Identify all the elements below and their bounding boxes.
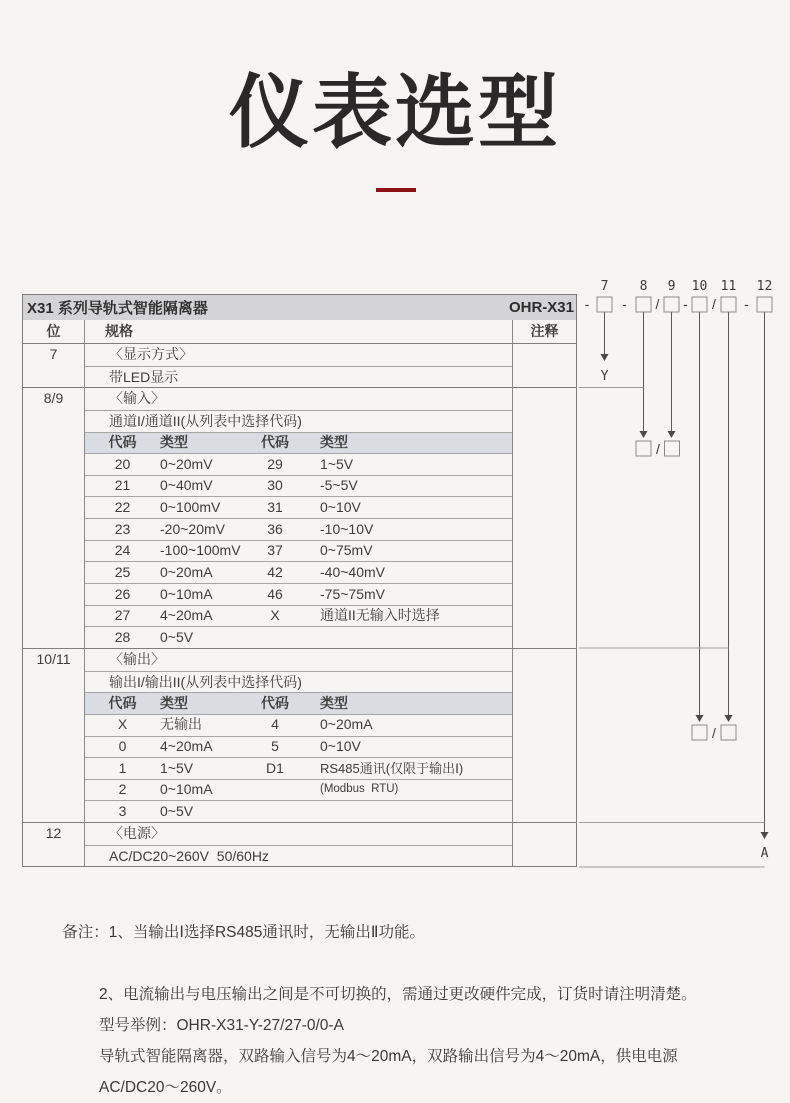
spec-subtitle: 输出I/输出II(从列表中选择代码) — [85, 671, 512, 693]
code-col-header: 代码 — [261, 434, 289, 451]
input-code-row — [85, 496, 512, 518]
type-value: -40~40mV — [320, 563, 385, 580]
input-code-row — [85, 540, 512, 562]
code-value: 21 — [114, 477, 131, 494]
type-col-header: 类型 — [160, 434, 188, 451]
section-display — [23, 343, 576, 387]
code-col-header: 代码 — [108, 434, 137, 451]
section-position: 12 — [23, 823, 85, 866]
series-title: X31 系列导轨式智能隔离器 — [27, 300, 208, 317]
code-value: 30 — [267, 477, 283, 494]
type-value: 0~20mA — [320, 716, 373, 733]
note-cell — [512, 823, 576, 866]
type-value: 0~10V — [320, 738, 361, 755]
code-value: 23 — [114, 520, 131, 537]
type-col-header: 类型 — [320, 434, 348, 451]
pair-slash: / — [712, 725, 716, 741]
output-code-rows — [85, 714, 512, 822]
type-value: 0~20mA — [160, 563, 213, 580]
type-value: -5~5V — [320, 477, 358, 494]
notes-block — [45, 886, 765, 1103]
type-value: -10~10V — [320, 520, 374, 537]
section-position: 10/11 — [23, 649, 85, 822]
code-table-header — [85, 432, 512, 454]
separator-dash: - — [622, 296, 627, 312]
digit-box-11 — [721, 297, 736, 312]
power-code-label: A — [760, 846, 769, 861]
section-input — [23, 387, 576, 648]
input-code-row — [85, 605, 512, 627]
code-value: 42 — [267, 563, 283, 580]
note-text: 1、当输出Ⅰ选择RS485通讯时，无输出Ⅱ功能。 — [108, 924, 425, 941]
spec-title: 〈输入〉 — [109, 390, 165, 407]
input-code-row — [85, 453, 512, 475]
input-code-row — [85, 583, 512, 605]
spec-title: 〈电源〉 — [109, 825, 165, 842]
notes-label: 备注： — [62, 924, 109, 941]
type-value: 0~5V — [160, 628, 194, 645]
code-value: X — [270, 607, 280, 624]
col-header-spec: 规格 — [105, 323, 133, 339]
type-value: 0~40mV — [160, 477, 213, 494]
separator-dash: - — [584, 296, 590, 312]
type-value: 通道II无输入时选择 — [320, 607, 440, 624]
table-title-bar — [23, 295, 576, 320]
section-spec — [85, 344, 512, 387]
spec-title: 〈显示方式〉 — [109, 346, 193, 362]
separator-dash: - — [683, 296, 688, 312]
note-line — [45, 886, 765, 979]
spec-subtitle: 通道I/通道II(从列表中选择代码) — [85, 410, 512, 432]
code-value: 0 — [118, 738, 127, 755]
type-col-header: 类型 — [320, 694, 348, 711]
type-value: -75~75mV — [320, 585, 385, 602]
code-value: 3 — [118, 803, 127, 820]
section-position: 8/9 — [23, 388, 85, 648]
code-value: X — [117, 716, 128, 733]
separator-slash: / — [655, 296, 660, 312]
digit-box-9 — [664, 297, 679, 312]
type-value: 无输出 — [160, 716, 202, 733]
code-value: 2 — [118, 781, 127, 798]
model-prefix: OHR-X31 — [508, 299, 574, 316]
note-line: 型号举例：OHR-X31-Y-27/27-0/0-A — [99, 1017, 344, 1034]
code-value: 36 — [267, 520, 283, 537]
input-channel2-box — [665, 441, 680, 456]
spec-title: 〈输出〉 — [109, 650, 165, 667]
output-code-row — [85, 736, 512, 758]
input-code-row — [85, 626, 512, 648]
code-value: 25 — [114, 563, 131, 580]
digit-label-12: 12 — [756, 279, 773, 294]
note-line: AC/DC20～260V。 — [99, 1079, 232, 1096]
spec-option: AC/DC20~260V 50/60Hz — [85, 845, 512, 867]
input-code-rows — [85, 453, 512, 648]
col-header-position: 位 — [23, 320, 85, 343]
type-value: 0~5V — [160, 803, 194, 820]
code-value: 28 — [114, 628, 131, 645]
note-cell — [512, 649, 576, 822]
input-channel1-box — [636, 441, 651, 456]
type-value: 0~10V — [320, 499, 361, 516]
table-header-row — [23, 320, 576, 343]
code-value: 29 — [267, 455, 283, 472]
type-value: 0~75mV — [320, 542, 373, 559]
input-code-row — [85, 561, 512, 583]
code-value: D1 — [266, 759, 284, 776]
digit-label-11: 11 — [720, 279, 737, 294]
digit-label-8: 8 — [639, 279, 648, 294]
output-channel1-box — [692, 725, 707, 740]
model-selection-table — [22, 294, 577, 867]
section-output — [23, 648, 576, 822]
type-col-header: 类型 — [160, 694, 188, 711]
output-code-row — [85, 714, 512, 736]
type-value: -20~20mV — [160, 520, 225, 537]
code-col-header: 代码 — [108, 694, 137, 711]
section-spec — [85, 388, 512, 648]
digit-box-12 — [757, 297, 772, 312]
digit-box-7 — [597, 297, 612, 312]
type-value: 0~10mA — [160, 781, 213, 798]
code-value: 24 — [114, 542, 131, 559]
type-value: 4~20mA — [160, 738, 213, 755]
note-line: 2、电流输出与电压输出之间是不可切换的，需通过更改硬件完成，订货时请注明清楚。 — [99, 986, 697, 1003]
section-power — [23, 822, 576, 866]
code-value: 4 — [271, 716, 279, 733]
code-value: 26 — [114, 585, 131, 602]
input-code-row — [85, 518, 512, 540]
type-value: 1~5V — [320, 455, 354, 472]
digit-label-7: 7 — [600, 279, 609, 294]
section-spec — [85, 649, 512, 822]
digit-box-10 — [692, 297, 707, 312]
output-channel2-box — [721, 725, 736, 740]
digit-label-9: 9 — [667, 279, 676, 294]
type-value: -100~100mV — [160, 542, 241, 559]
pair-slash: / — [656, 441, 660, 457]
code-value: 1 — [118, 759, 127, 776]
output-code-row — [85, 757, 512, 779]
code-value: 5 — [271, 738, 279, 755]
digit-label-10: 10 — [691, 279, 708, 294]
output-code-row — [85, 779, 512, 801]
title-underline — [376, 188, 416, 192]
input-code-row — [85, 475, 512, 497]
section-position: 7 — [23, 344, 85, 387]
note-line: 导轨式智能隔离器，双路输入信号为4～20mA，双路输出信号为4～20mA，供电电源 — [99, 1048, 678, 1065]
type-value: (Modbus RTU) — [320, 783, 399, 796]
digit-box-8 — [636, 297, 651, 312]
output-code-row — [85, 800, 512, 822]
type-value: RS485通讯(仅限于输出Ⅰ) — [320, 760, 464, 776]
note-cell — [512, 344, 576, 387]
type-value: 1~5V — [160, 759, 194, 776]
type-value: 0~20mV — [160, 455, 213, 472]
code-col-header: 代码 — [261, 694, 289, 711]
code-value: 37 — [267, 542, 283, 559]
note-cell — [512, 388, 576, 648]
type-value: 0~100mV — [160, 499, 221, 516]
display-code-label: Y — [600, 369, 609, 384]
separator-slash: / — [712, 296, 716, 312]
code-value: 46 — [267, 585, 283, 602]
code-value: 22 — [114, 499, 131, 516]
page-title: 仪表选型 — [229, 68, 561, 157]
code-value: 27 — [114, 607, 131, 624]
code-value: 31 — [267, 499, 283, 516]
code-value: 20 — [114, 455, 131, 472]
separator-dash: - — [744, 296, 749, 312]
code-table-header — [85, 692, 512, 714]
col-header-note: 注释 — [512, 320, 576, 343]
section-spec — [85, 823, 512, 866]
spec-option: 带LED显示 — [85, 366, 512, 388]
type-value: 4~20mA — [160, 607, 213, 624]
type-value: 0~10mA — [160, 585, 213, 602]
